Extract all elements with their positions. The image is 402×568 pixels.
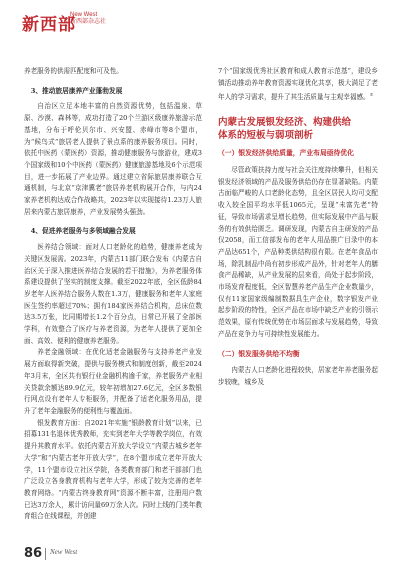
subheading-3: 3、推动旅居康养产业蓬勃发展 [30,86,123,95]
section-title [218,116,378,142]
magazine-logo: 新西部 [22,15,76,35]
left-paragraph-3: 医养结合领域：面对人口老龄化的趋势，健康养老成为关键区发展需。2023年，内蒙古11部门联合发布《内蒙古自治区关于深入推进医养结合发展的若干措施》，为养老服务体系建设提供了坚实的制度支撑。截至2022年底，全区低龄84岁老年人医养结合服务人数在1.3万，健康服务和老年人家庭医生签约率超过70%；拥有184家医养结合机构，总床位数达3.5万张，比同期增长1.2个百分点，日常已开展了全部医学科，有效整合了医疗与养老资源，为老年人提供了更加全面、高效、便利的健康养老服务。 [24,243,202,345]
right-paragraph-3: 内蒙古人口老龄化进程较快，居家老年养老服务起步较晚，城乡及 [218,366,378,386]
logo-en-line2: 新西部杂志社 [70,19,107,25]
footer-divider [45,548,46,560]
left-column [24,66,202,523]
red-subheading-1: （一）银发经济供给质量，产业布局亟待优化 [218,149,354,158]
subheading-4: 4、促进养老服务与多领域融合发展 [30,227,136,236]
footnote-marker: ⑦ [369,92,374,98]
right-paragraph-1 [218,66,378,104]
footer-brand: New West [50,548,78,556]
page-footer [0,538,402,568]
left-paragraph-5: 银发教育方面：自2021年实施“银龄教育计划”以来，已招募131名退休优秀教师，充实到老年大学等教学岗位，有效提升其教育水平。依托内蒙古开放大学设立“内蒙古城乡老年大学”和“内蒙古老年开放大学”，在8个盟市成立老年开放大学，11个盟市设立社区学院，各类教育部门和老干部部门也广泛设立各身教育机构与老年大学，形成了较为完善的老年教育网络。“内蒙古终身教育网”资源不断丰富，注册用户数已达3万余人，累计访问量69万余人次。同时上线的门类年教育组合在线课程，并创建 [24,418,202,521]
left-paragraph-4: 养老金融领域：在优化适老金融服务与支持养老产业发展方面取得新突破，提供与服务模式和制度创新，截至2024年3月末，全区共有银行业金融机构逾千家，养老服务产业相关贷款余额达89.9亿元，较年初增加27.6亿元，全区多数银行网点设有老年人专柜服务，并配备了适老化服务用品，提升了老年金融服务的便利性与覆盖面。 [24,348,202,415]
section-title-line1: 内蒙古发展银发经济、构建供给 [218,117,352,129]
magazine-logo-subtitle [70,12,106,26]
logo-en-line1: New West [70,12,98,18]
page-header [0,0,402,40]
page-number: 86 [24,546,43,561]
section-title-line2: 体系的短板与弱项剖析 [218,130,314,142]
right-column [218,66,378,389]
right-paragraph-1-text: 7个“国家级优秀社区教育和成人教育示范基”，建设乡镇活动推动养年教育资源实现优化共享，极大满足了老年人的学习需求，提升了其生活质量与主观幸福感。 [218,67,378,102]
left-paragraph-1: 养老服务的供需匹配度和可及性。 [24,67,123,75]
right-paragraph-2: 尽管政策扶持力度与社会关注度持续攀升，但相关银发经济领域的产品及服务供给仍存在显著缺陷。内蒙古面临严峻的人口老龄化态势，且全区居民人均可支配收入较全国平均水平低1065元，呈现“未富先老”特征，导致市场需求呈增长趋势，但实际发展中产品与服务的有效供给匮乏。调研发现，内蒙古自主研发的产品仅2058，而工信部发布的老年人用品推广目录中的本产品达651个，产品种类供结构很有限。在老年食品市场，除乳制品中尚有初步形成产品外，针对老年人的膳食产品稀缺，从产业发展的层来看，尚处于起步阶段，市场发育程度低，全区智慧养老产品生产企业数量少，仅有11家国家级编制数据具生产企业，数字银发产业起步阶段的特性，全区产品在市场中缺乏产业的引领示范效果，原有传统优势在市场层面求与发展趋势，导致产品在竞争力与可持续性发展能力。 [218,166,378,338]
red-subheading-2: （二）银发服务供给不均衡 [218,349,300,358]
left-paragraph-2: 自治区立足本地丰富的自然资源优势，包括温泉、草原、沙漠、森林等，成功打造了20个兰游区级康养旅游示范基地，分布于呼伦贝尔市、兴安盟、赤峰市等8个盟市，为“候鸟式”旅居老人提供了景点系的康养服务项目。同时，依托中医药（蒙医药）资源，推动健康服务与旅游业，建成3个国家级和10个中医药（蒙医药）健康旅游基地及6个示范项目，进一步拓展了产业边界。通过建立省际旅居康养联合互通机制，与北京“京津冀老”旅居养老机构展开合作，与内24家养老机构达成合作战略共，2023年以实现接待1.23万人旅居来内蒙古旅居康养，产业发展势头强劲。 [24,102,202,216]
